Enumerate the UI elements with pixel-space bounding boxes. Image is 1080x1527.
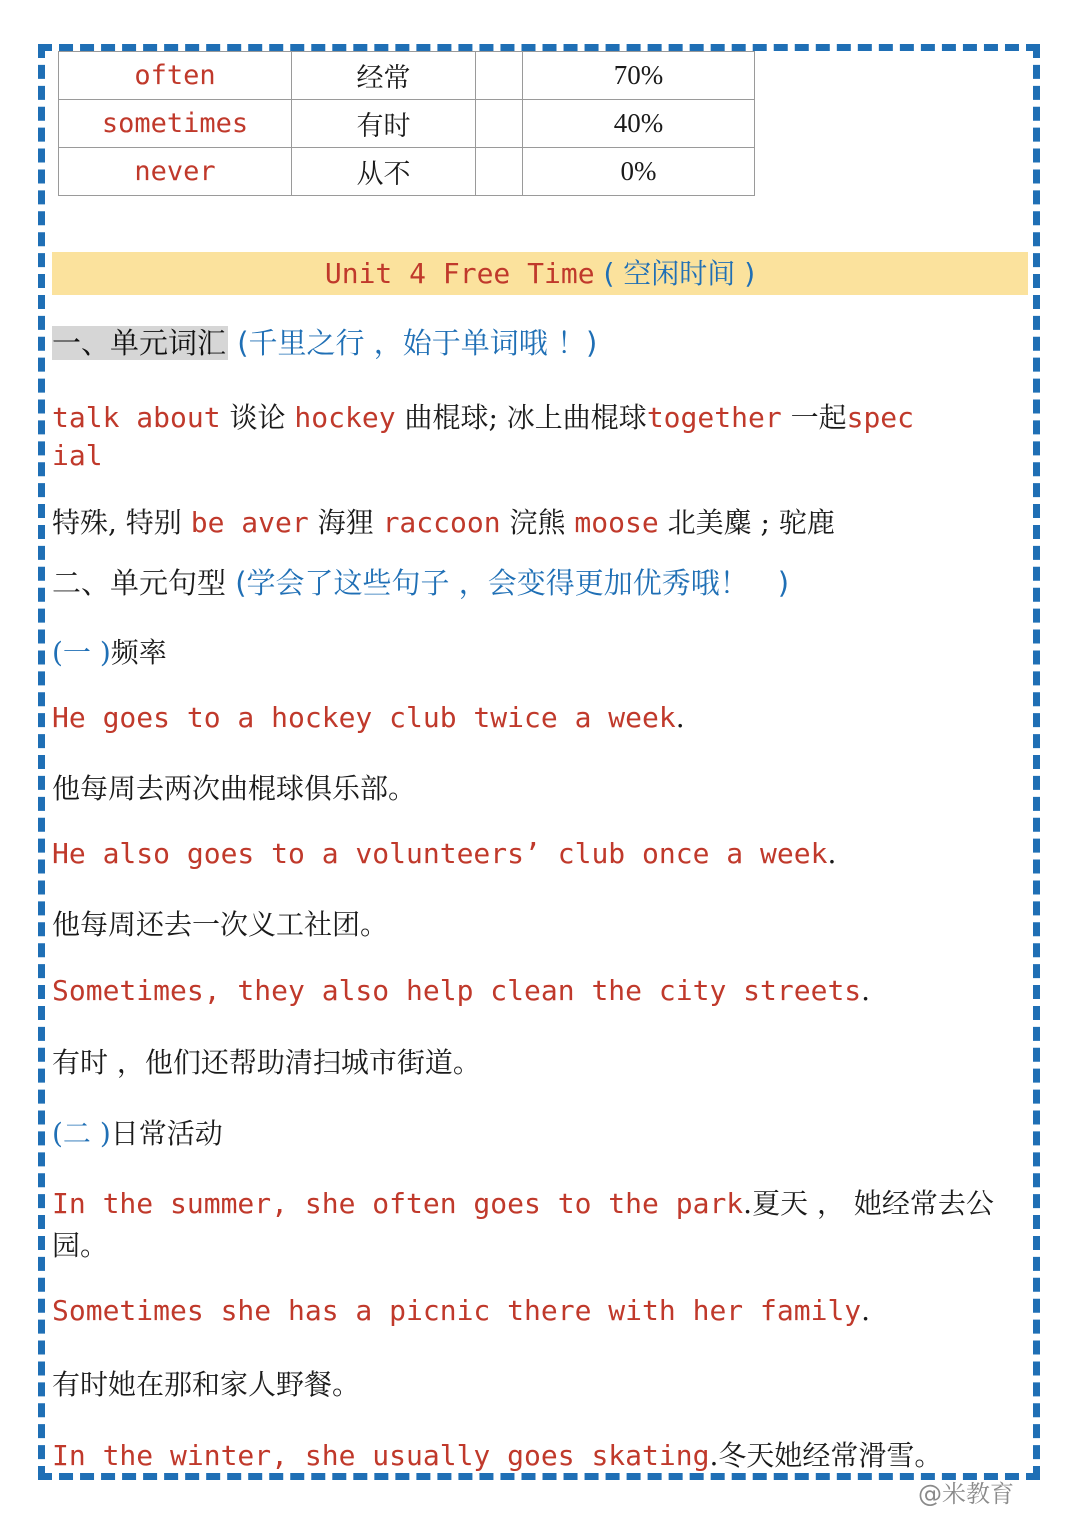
section-2-heading-line — [52, 561, 789, 602]
watermark: @米教育 — [918, 1480, 1014, 1508]
subsection-2-heading — [52, 1112, 223, 1152]
sentence-4-cn-wrap: 园。 — [52, 1229, 109, 1262]
vocab-moose: moose — [574, 506, 659, 539]
sentence-4-en: In the summer, she often goes to the park — [52, 1187, 744, 1220]
sentence-5-en: Sometimes she has a picnic there with her family. — [52, 1294, 871, 1327]
sentence-1-cn: 他每周去两次曲棍球俱乐部。 — [52, 772, 417, 805]
subsection-1-heading — [52, 631, 167, 671]
table-cell-percent: 40% — [523, 100, 755, 148]
vocab-line-1-wrap — [52, 439, 103, 472]
sentence-3-en: Sometimes, they also help clean the city streets. — [52, 974, 871, 1007]
section-2-heading: 二、单元句型 — [52, 566, 227, 600]
subsection-2-title: 日常活动 — [110, 1117, 223, 1150]
vocab-line-2 — [52, 501, 835, 541]
unit-title-bar — [52, 252, 1028, 295]
table-cell-blank — [476, 52, 523, 100]
vocab-together: together — [646, 401, 782, 434]
vocab-beaver-cn: 海狸 — [317, 506, 374, 539]
subsection-1-number: (一 ) — [52, 636, 111, 669]
sentence-2-cn: 他每周还去一次义工社团。 — [52, 908, 389, 941]
frequency-table — [58, 51, 755, 196]
vocab-together-cn: 一起 — [790, 401, 847, 434]
table-row — [59, 100, 755, 148]
vocab-special-part1: spec — [846, 401, 915, 434]
subsection-1-title: 频率 — [110, 636, 167, 669]
section-1-note: (千里之行 ，始于单词哦 ！) — [237, 326, 598, 360]
sentence-4: In the summer, she often goes to the park.夏天 ， 她经常去公 — [52, 1187, 994, 1220]
table-cell-percent: 0% — [523, 148, 755, 196]
section-2-note: (学会了这些句子 ，会变得更加优秀哦！ ) — [235, 566, 790, 600]
table-cell-blank — [476, 148, 523, 196]
vocab-talk-about: talk about — [52, 401, 221, 434]
vocab-beaver: be aver — [190, 506, 309, 539]
table-cell-percent: 70% — [523, 52, 755, 100]
sentence-1-en: He goes to a hockey club twice a week. — [52, 701, 685, 734]
table-cell-cn: 有时 — [292, 100, 476, 148]
vocab-talk-about-cn: 谈论 — [229, 401, 286, 434]
table-cell-cn: 从不 — [292, 148, 476, 196]
subsection-2-number: (二 ) — [52, 1117, 111, 1150]
vocab-hockey-cn: 曲棍球; 冰上曲棍球 — [404, 401, 647, 434]
section-1-heading-line — [52, 321, 597, 362]
sentence-6-cn: 冬天她经常滑雪。 — [718, 1439, 943, 1472]
sentence-6: In the winter, she usually goes skating.冬天她经常滑雪。 — [52, 1439, 943, 1472]
table-row — [59, 148, 755, 196]
table-cell-en: often — [59, 52, 292, 100]
table-cell-blank — [476, 100, 523, 148]
vocab-raccoon: raccoon — [382, 506, 501, 539]
table-row — [59, 52, 755, 100]
section-1-heading: 一、单元词汇 — [52, 326, 227, 360]
table-cell-en: sometimes — [59, 100, 292, 148]
vocab-raccoon-cn: 浣熊 — [509, 506, 566, 539]
vocab-moose-cn: 北美麋 ; 驼鹿 — [667, 506, 835, 539]
vocab-hockey: hockey — [294, 401, 396, 434]
sentence-3-cn: 有时 ，他们还帮助清扫城市街道。 — [52, 1046, 481, 1079]
vocab-line-1 — [52, 396, 914, 436]
sentence-6-en: In the winter, she usually goes skating — [52, 1439, 710, 1472]
sentence-2-en: He also goes to a volunteers’ club once a week. — [52, 837, 837, 870]
unit-title-cn: ( 空闲时间 ) — [603, 257, 756, 290]
table-cell-cn: 经常 — [292, 52, 476, 100]
vocab-special-part2: ial — [52, 439, 103, 472]
unit-title-en: Unit 4 Free Time — [324, 257, 595, 290]
table-cell-en: never — [59, 148, 292, 196]
vocab-special-cn: 特殊, 特别 — [52, 506, 182, 539]
sentence-5-cn: 有时她在那和家人野餐。 — [52, 1368, 361, 1401]
sentence-4-cn: 夏天 ， 她经常去公 — [752, 1187, 994, 1220]
